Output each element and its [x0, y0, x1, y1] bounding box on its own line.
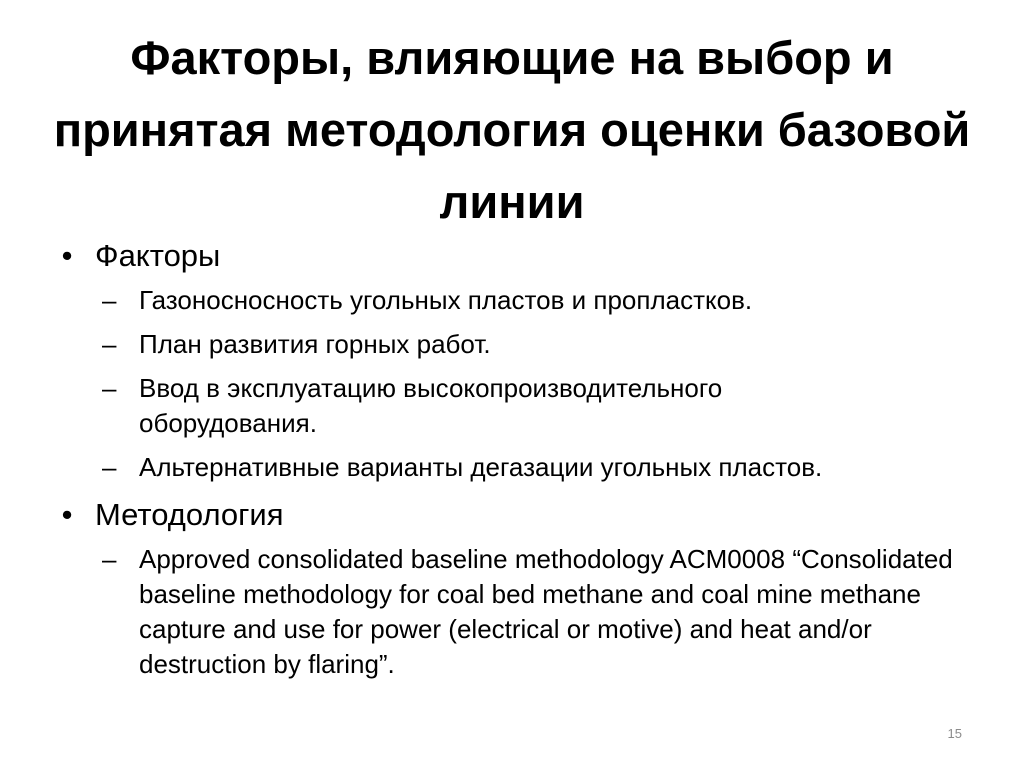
sub-item: [55, 450, 985, 485]
slide-title: Факторы, влияющие на выбор и принятая методология оценки базовой линии: [53, 31, 971, 228]
dash-icon: –: [102, 452, 117, 482]
dash-icon: –: [102, 285, 117, 315]
sub-item: [55, 371, 985, 441]
bullet-icon: •: [61, 497, 73, 532]
sub-item-text: Ввод в эксплуатацию высокопроизводительного оборудования.: [139, 373, 723, 438]
bullet-methodology: [55, 495, 985, 535]
bullet-label: Методология: [95, 497, 284, 532]
sub-item-text: Газоносносность угольных пластов и пропластков.: [139, 285, 753, 315]
slide-body: [55, 236, 985, 682]
bullet-icon: •: [61, 238, 73, 273]
sub-item-text: Approved consolidated baseline methodology ACM0008 “Consolidated baseline methodology for coal bed methane and coal mine methane capture and use for power (electrical or motive) and heat and/or destruction by flaring”.: [139, 544, 953, 679]
dash-icon: –: [102, 373, 117, 403]
bullet-label: Факторы: [95, 238, 221, 273]
sub-item-text: Альтернативные варианты дегазации угольных пластов.: [139, 452, 823, 482]
slide-number: 15: [947, 726, 962, 741]
bullet-factors: [55, 236, 985, 276]
sub-item: [55, 542, 985, 682]
dash-icon: –: [102, 544, 117, 574]
sub-item-text: План развития горных работ.: [139, 329, 491, 359]
dash-icon: –: [102, 329, 117, 359]
sub-item: [55, 327, 985, 362]
sub-item: [55, 283, 985, 318]
